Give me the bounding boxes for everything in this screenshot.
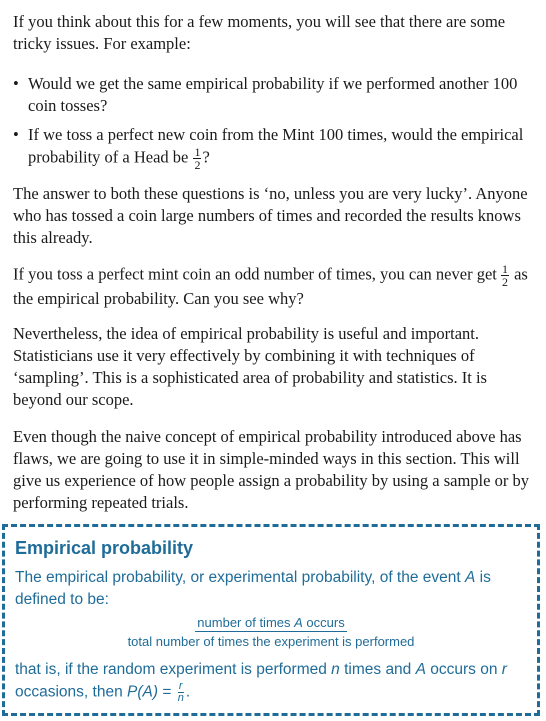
odd-text-before: If you toss a perfect mint coin an odd number of times, you can never get (13, 264, 497, 284)
fraction-one-half (193, 146, 201, 171)
fraction-numerator: 1 (501, 262, 508, 276)
event-symbol: A (294, 615, 303, 630)
bullet-2-text-after: ? (202, 147, 210, 167)
intro-paragraph: If you think about this for a few moments, you will see that there are some tricky issues. For example: (13, 12, 506, 53)
bullet-2-text-before: If we toss a perfect new coin from the Mint 100 times, would the empirical probability of a Head be (28, 125, 524, 167)
definition-text-line2 (15, 659, 525, 704)
formula-denominator: total number of times the experiment is performed (127, 634, 415, 649)
odd-text-after: as the empirical probability. Can you see why? (13, 264, 528, 308)
formula-numerator-text: occurs (302, 615, 345, 630)
bullet-symbol: • (13, 125, 19, 144)
definition-title: Empirical probability (15, 538, 194, 558)
nevertheless-paragraph: Nevertheless, the idea of empirical probability is useful and important. Statisticians use it very effectively by combining it with techniques of ‘sampling’. This is a sophisticated area of probability and statistics. It is beyond our scope. (13, 324, 487, 409)
answer-paragraph: The answer to both these questions is ‘no, unless you are very lucky’. Anyone who has tossed a coin large numbers of times and recorded the results knows this already. (13, 184, 528, 247)
definition-text: times and (339, 661, 416, 678)
formula-numerator (195, 615, 346, 632)
fraction-denominator: 2 (501, 275, 508, 289)
definition-text: that is, if the random experiment is performed (15, 661, 332, 678)
definition-text: occasions, then (15, 683, 128, 701)
definition-box (2, 524, 540, 716)
fraction-r-over-n (178, 681, 184, 704)
definition-text-line1 (15, 567, 525, 611)
bullet-item-2 (13, 124, 533, 171)
bullet-2-text (28, 124, 533, 171)
naive-concept-paragraph: Even though the naive concept of empirical probability introduced above has flaws, we are going to use it in simple-minded ways in this section. This will give us experience of how people assign a probability by using a sample or by performing repeated trials. (13, 427, 529, 512)
bullet-1-text: Would we get the same empirical probability if we performed another 100 coin tosses? (28, 74, 518, 115)
fraction-one-half (501, 263, 509, 288)
probability-notation: P(A) (127, 683, 159, 701)
equals-sign: = (158, 683, 176, 701)
period: . (185, 683, 191, 701)
fraction-denominator: 2 (194, 158, 201, 172)
odd-tosses-paragraph (13, 263, 538, 310)
bullet-item-1 (13, 73, 533, 117)
event-symbol: A (465, 569, 476, 586)
definition-text: is defined to be: (15, 569, 491, 608)
fraction-denominator: n (177, 692, 184, 704)
bullet-symbol: • (13, 74, 19, 93)
empirical-probability-formula (5, 615, 537, 649)
fraction-numerator: 1 (194, 145, 201, 159)
fraction-numerator: r (178, 680, 183, 692)
formula-numerator-text: number of times (197, 615, 295, 630)
definition-text: occurs on (425, 661, 502, 678)
definition-text: The empirical probability, or experimental probability, of the event (15, 569, 466, 586)
r-symbol: r (501, 661, 507, 678)
event-symbol: A (415, 661, 426, 678)
n-symbol: n (331, 661, 340, 678)
